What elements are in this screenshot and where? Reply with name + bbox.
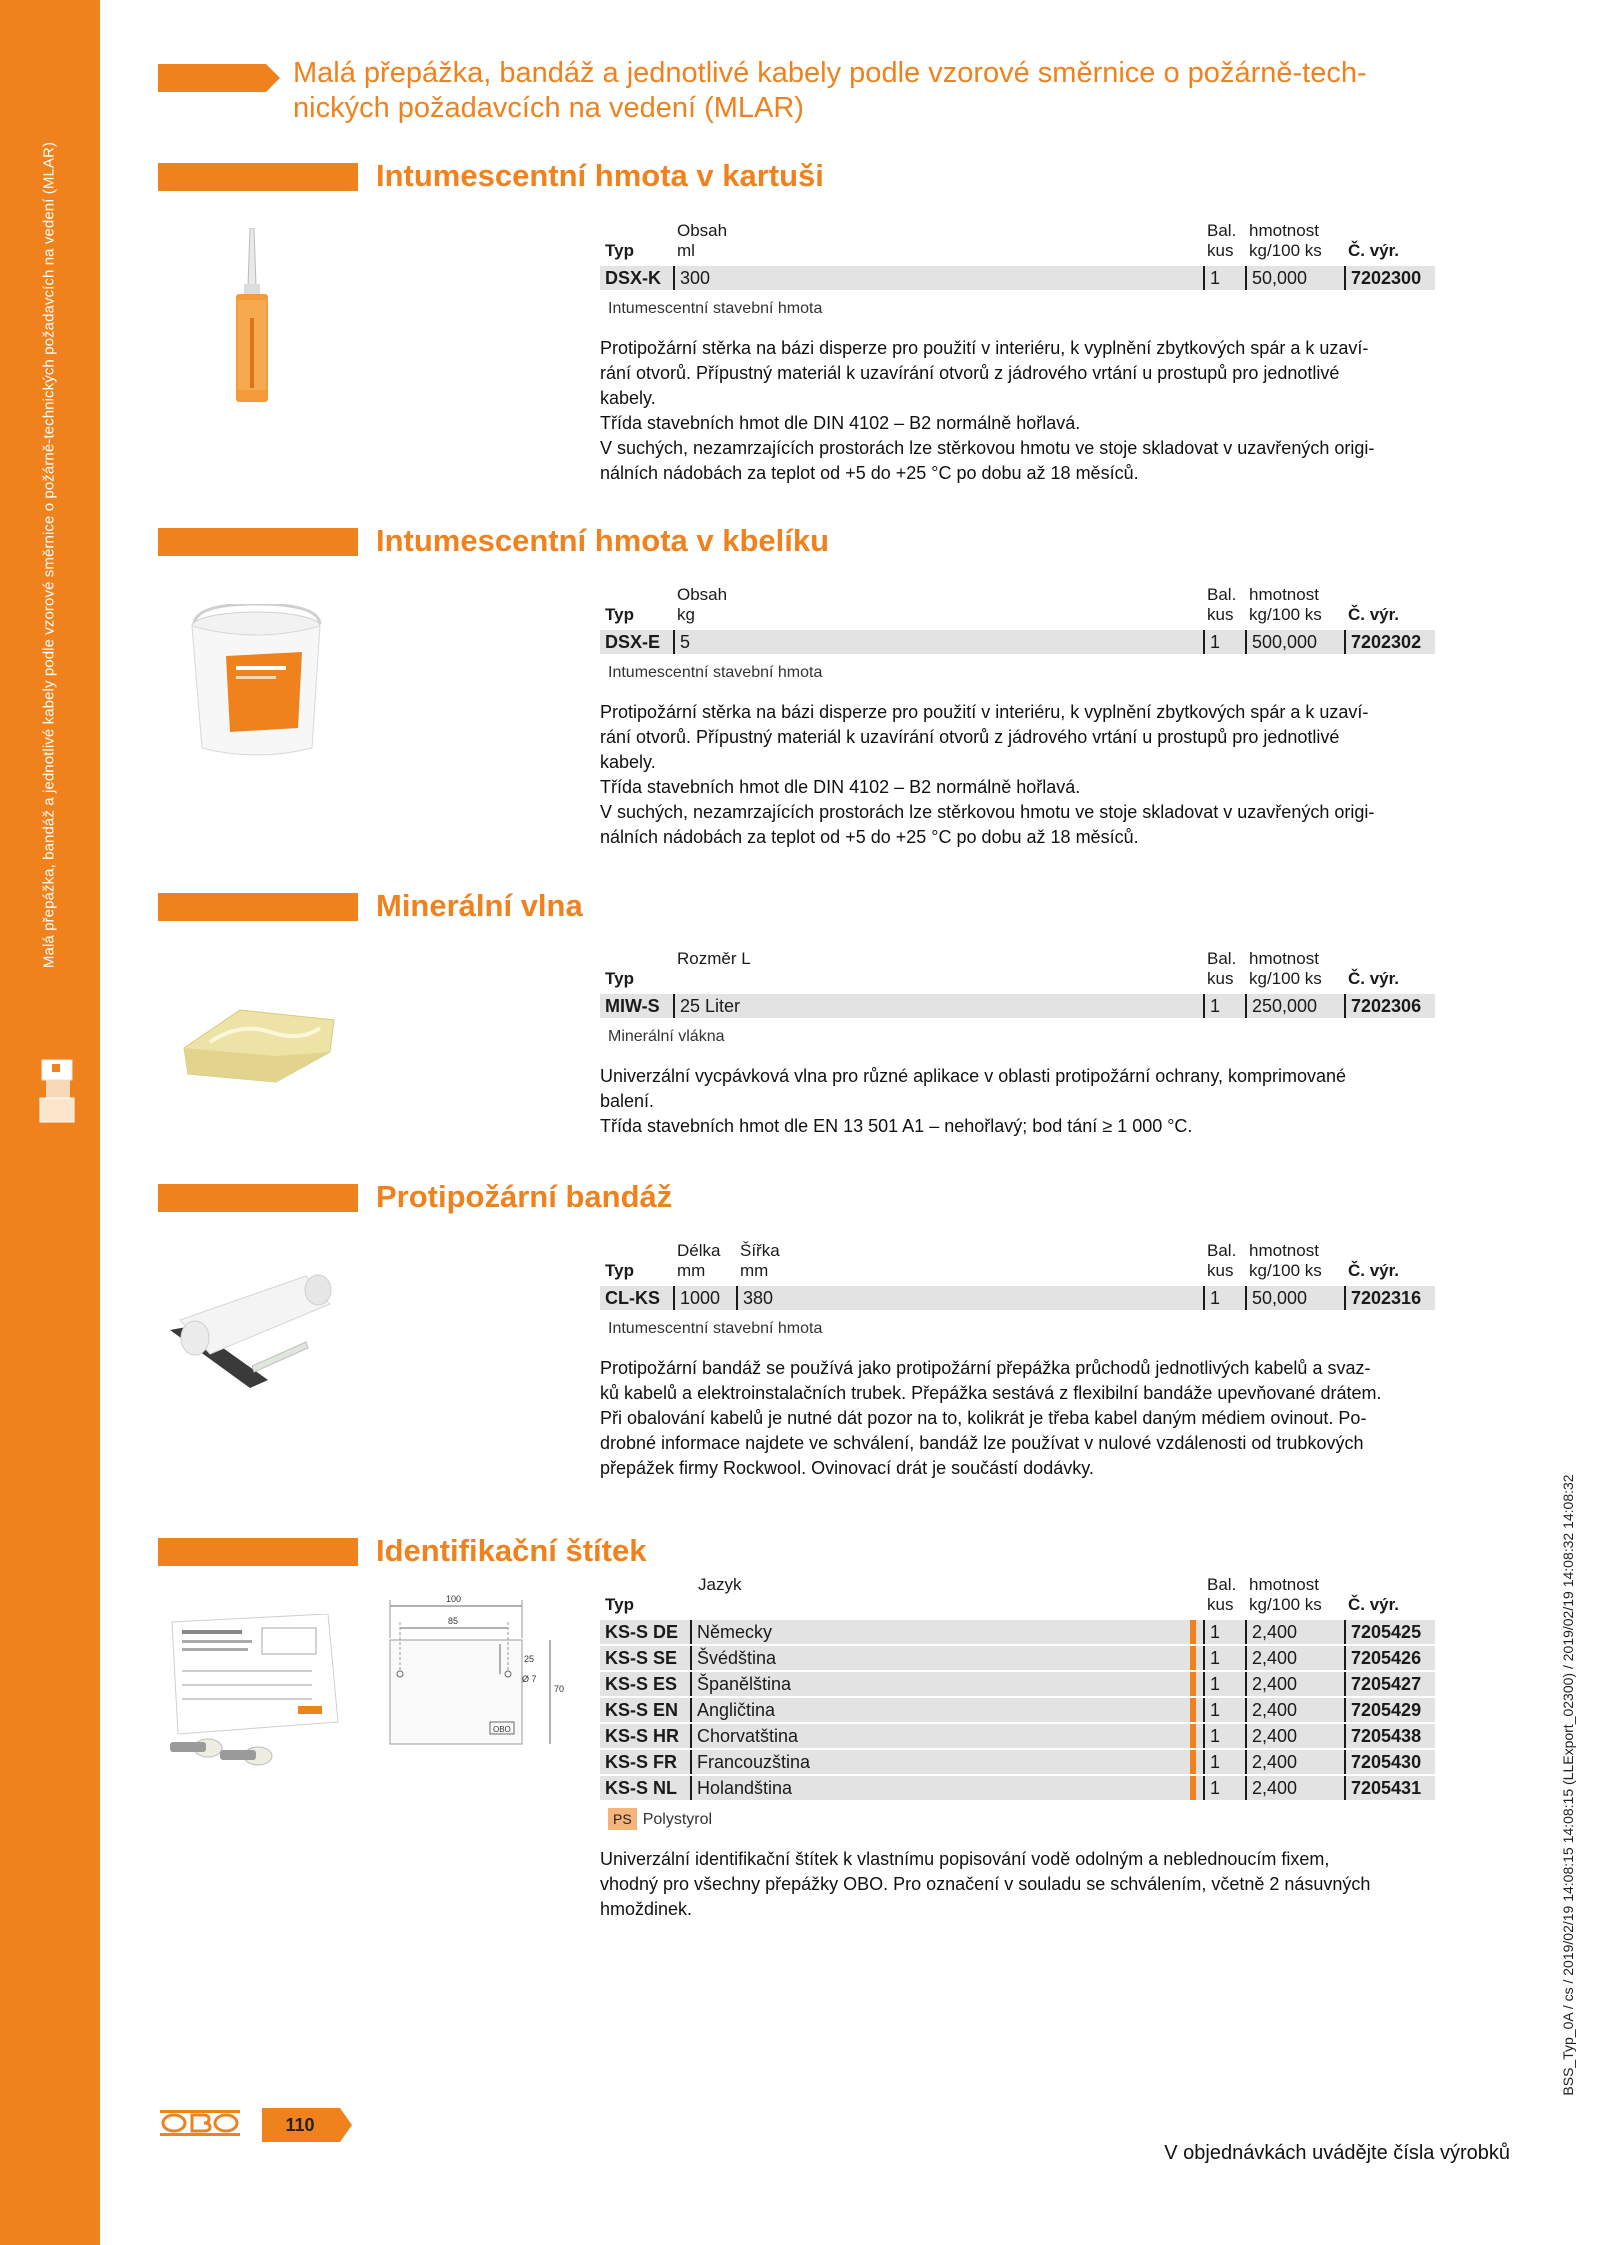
material-badge: PS <box>608 1808 637 1830</box>
table-row: KS-S HR Chorvatština 1 2,400 7205438 <box>600 1724 1435 1748</box>
product-table <box>600 218 1435 486</box>
section-bar <box>158 893 358 921</box>
dim-25: 25 <box>524 1654 535 1664</box>
dimension-drawing <box>386 1590 576 1760</box>
dim-70: 70 <box>554 1684 565 1694</box>
highlight-mark <box>1190 1620 1196 1644</box>
section-title: Minerální vlna <box>376 888 583 923</box>
table-row: CL-KS 1000 380 1 50,000 7202316 <box>600 1286 1435 1310</box>
material-label: Intumescentní stavební hmota <box>608 664 823 681</box>
bucket-product-image <box>186 604 328 759</box>
fire-bandage-product-image <box>158 1268 340 1394</box>
dim-85: 85 <box>448 1616 459 1626</box>
material-label: Intumescentní stavební hmota <box>608 1320 823 1337</box>
section-title: Protipožární bandáž <box>376 1179 673 1214</box>
highlight-mark <box>1190 1776 1196 1800</box>
product-table <box>600 946 1435 1139</box>
table-row: DSX-E 5 1 500,000 7202302 <box>600 630 1435 654</box>
material-label: PS Polystyrol <box>600 1808 1435 1831</box>
product-description: Protipožární stěrka na bázi disperze pro použití v interiéru, k vyplnění zbytkových spár a k uzaví- rání otvorů. Přípustný materiál k uzavírání otvorů z jádrového vrtání u prostupů pro jednotlivé kabely. Třída stavebních hmot dle DIN 4102 – B2 normálně hořlavá. V suchých, nezamrzajících prostorách lze stěrkovou hmotu ve stoje skladovat v uzavřených origi- nálních nádobách za teplot od +5 do +25 °C po dobu až 18 měsíců. <box>600 702 1375 847</box>
dim-logo: OBO <box>493 1725 511 1734</box>
product-table <box>600 1572 1435 1922</box>
product-description: Protipožární stěrka na bázi disperze pro použití v interiéru, k vyplnění zbytkových spár a k uzaví- rání otvorů. Přípustný materiál k uzavírání otvorů z jádrového vrtání u prostupů pro jednotlivé kabely. Třída stavebních hmot dle DIN 4102 – B2 normálně hořlavá. V suchých, nezamrzajících prostorách lze stěrkovou hmotu ve stoje skladovat v uzavřených origi- nálních nádobách za teplot od +5 do +25 °C po dobu až 18 měsíců. <box>600 338 1375 483</box>
table-row: MIW-S 25 Liter 1 250,000 7202306 <box>600 994 1435 1018</box>
section-title: Identifikační štítek <box>376 1533 647 1568</box>
page-number: 110 <box>285 2115 315 2135</box>
product-table <box>600 582 1435 850</box>
highlight-mark <box>1190 1724 1196 1748</box>
product-table <box>600 1238 1435 1481</box>
table-row: KS-S SE Švédština 1 2,400 7205426 <box>600 1646 1435 1670</box>
highlight-mark <box>1190 1672 1196 1696</box>
section-bar <box>158 163 358 191</box>
table-header: Jazyk Typ Bal. kus hmotnost kg/100 ks Č. výr. <box>605 1575 1400 1614</box>
section-title: Intumescentní hmota v kartuši <box>376 158 824 193</box>
cartridge-product-image <box>228 228 276 403</box>
table-header: Délka mm Šířka mm Typ Bal. kus hmotnost kg/100 ks Č. výr. <box>605 1241 1400 1280</box>
material-label: Minerální vlákna <box>608 1028 725 1045</box>
table-row: KS-S NL Holandština 1 2,400 7205431 <box>600 1776 1435 1800</box>
section-bar <box>158 528 358 556</box>
table-row: KS-S ES Španělština 1 2,400 7205427 <box>600 1672 1435 1696</box>
table-header: Obsah kg Typ Bal. kus hmotnost kg/100 ks Č. výr. <box>605 585 1400 624</box>
footer-note: V objednávkách uvádějte čísla výrobků <box>1164 2142 1510 2164</box>
section-bar <box>158 1538 358 1566</box>
product-description: Protipožární bandáž se používá jako protipožární přepážka průchodů jednotlivých kabelů a svaz- ků kabelů a elektroinstalačních trubek. Přepážka sestává z flexibilní bandáže upevňované drátem. Při obalování kabelů je nutné dát pozor na to, kolikrát je třeba kabel daným médiem ovinout. Po- drobné informace najdete ve schválení, bandáž lze používat v nulové vzdálenosti od trubkových přepážek firmy Rockwool. Ovinovací drát je součástí dodávky. <box>600 1358 1382 1478</box>
header-arrow-bar <box>158 64 280 92</box>
highlight-mark <box>1190 1750 1196 1774</box>
table-row: DSX-K 300 1 50,000 7202300 <box>600 266 1435 290</box>
highlight-mark <box>1190 1698 1196 1722</box>
section-title: Intumescentní hmota v kbelíku <box>376 523 830 558</box>
table-row: KS-S DE Německy 1 2,400 7205425 <box>600 1620 1435 1644</box>
section-bar <box>158 1184 358 1212</box>
obo-logo <box>160 2110 240 2136</box>
page-title: Malá přepážka, bandáž a jednotlivé kabely podle vzorové směrnice o požárně-tech- nických požadavcích na vedení (MLAR) <box>293 57 1367 124</box>
material-label: Intumescentní stavební hmota <box>608 300 823 317</box>
dim-d7: Ø 7 <box>522 1674 537 1684</box>
table-header: Rozměr L Typ Bal. kus hmotnost kg/100 ks Č. výr. <box>605 949 1400 988</box>
identification-label-product-image <box>158 1614 344 1772</box>
table-row: KS-S FR Francouzština 1 2,400 7205430 <box>600 1750 1435 1774</box>
table-header: Obsah ml Typ Bal. kus hmotnost kg/100 ks Č. výr. <box>605 221 1400 260</box>
mineral-wool-product-image <box>180 1002 338 1084</box>
table-row: KS-S EN Angličtina 1 2,400 7205429 <box>600 1698 1435 1722</box>
highlight-mark <box>1190 1646 1196 1670</box>
product-description: Univerzální identifikační štítek k vlastnímu popisování vodě odolným a neblednoucím fixem, vhodný pro všechny přepážky OBO. Pro označení v souladu se schválením, včetně 2 násuvných hmoždinek. <box>600 1849 1371 1919</box>
dim-100: 100 <box>446 1594 462 1604</box>
product-description: Univerzální vycpávková vlna pro různé aplikace v oblasti protipožární ochrany, komprimované balení. Třída stavebních hmot dle EN 13 501 A1 – nehořlavý; bod tání ≥ 1 000 °C. <box>600 1066 1347 1136</box>
product-category-icon <box>38 1058 78 1124</box>
